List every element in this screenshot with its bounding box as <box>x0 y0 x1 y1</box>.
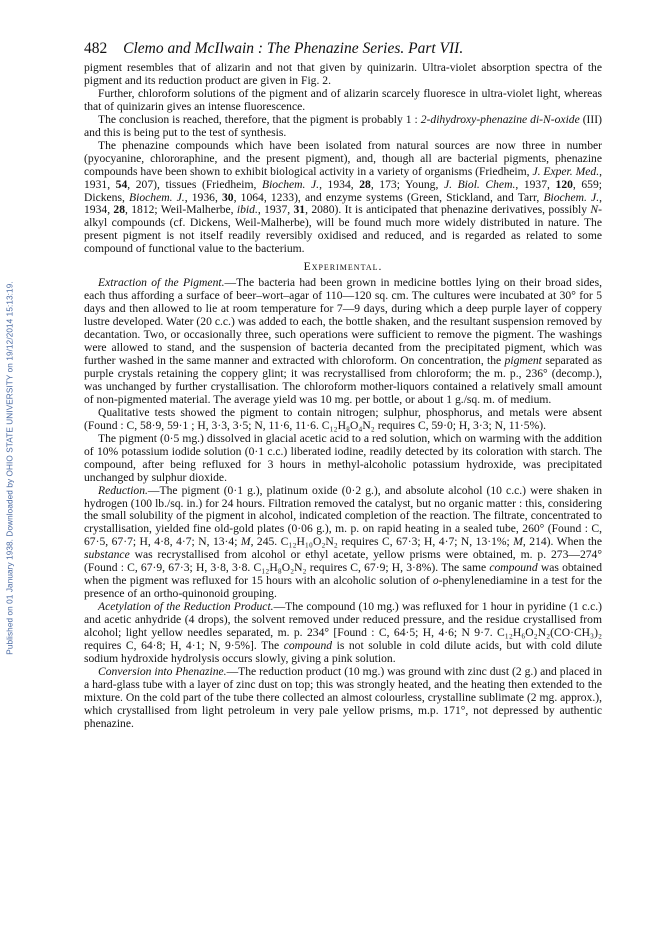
paragraph-pigment-test: The pigment (0·5 mg.) dissolved in glacial acetic acid to a red solution, which on warming with the addition of 10% potassium iodide solution (0·1 c.c.) liberated iodine, readily detected by its coloration with starch. The compound, after being refluxed for 3 hours in methyl-alcoholic potassium hydroxide, was precipitated unchanged by sulphur dioxide. <box>84 431 602 484</box>
paragraph-conversion: Conversion into Phenazine.—The reduction product (10 mg.) was ground with zinc dust (2 g.) and placed in a hard-glass tube with a layer of zinc dust on top; this was strongly heated, and the heating then extended to the mixture. On the cold part of the tube there collected an almost colourless, crystalline sublimate (2 mg. approx.), which crystallised from light petroleum in very pale yellow prisms, m.p. 171°, not depressed by authentic phenazine. <box>84 664 602 730</box>
paragraph-natural-sources: The phenazine compounds which have been isolated from natural sources are now three in number (pyocyanine, chlororaphine, and the present pigment), and, though all are bacterial pigments, phenazine compounds have been shown to exhibit biological activity in a variety of organisms (Friedheim, J. Exper. Med., 1931, 54, 207), tissues (Friedheim, Biochem. J., 1934, 28, 173; Young, J. Biol. Chem., 1937, 120, 659; Dickens, Biochem. J., 1936, 30, 1064, 1233), and enzyme systems (Green, Stickland, and Tarr, Biochem. J., 1934, 28, 1812; Weil-Malherbe, ibid., 1937, 31, 2080). It is anticipated that phenazine derivatives, possibly N-alkyl compounds (cf. Dickens, Weil-Malherbe), will be found much more widely distributed in nature. The present pigment is not itself readily reversibly oxidised and reduced, and is regarded as related to some compound of functional value to the bacterium. <box>84 138 603 256</box>
header-authors: Clemo and McIlwain : <box>123 40 264 57</box>
paragraph-continuation: pigment resembles that of alizarin and not that given by quinizarin. Ultra-violet absorption spectra of the pigment and its reduction product are given in Fig. 2. <box>84 61 602 87</box>
paper-page <box>84 40 602 731</box>
publication-note: Published on 01 January 1938. Downloaded by OHIO STATE UNIVERSITY on 19/12/2014 15:13:19. <box>5 281 15 655</box>
paragraph-extraction: Extraction of the Pigment.—The bacteria had been grown in medicine bottles lying on their broad sides, each thus affording a surface of beer–wort–agar of 110—120 sq. cm. The cultures were incubated at 30° for 5 days and then allowed to lie at room temperature for 7—9 days, during which a deep purple layer of coppery lustre developed. Water (20 c.c.) was added to each, the bottle shaken, and the resultant suspension removed by decantation. Two, or occasionally three, such operations were sufficient to remove the pigment. The washings were allowed to stand, and the suspension of bacteria decanted from the precipitated pigment, which was further washed in the same manner and extracted with chloroform. On concentration, the pigment separated as purple crystals retaining the coppery glint; it was recrystallised from chloroform; the m. p., 236° (decomp.), was unchanged by further crystallisation. The chloroform mother-liquors contained a relatively small amount of non-pigmented material. The average yield was 10 mg. per bottle, or about 1 g./sq. m. of medium. <box>84 276 602 406</box>
header-title: The Phenazine Series. <box>266 40 405 57</box>
paragraph-qualitative: Qualitative tests showed the pigment to contain nitrogen; sulphur, phosphorus, and metals were absent (Found : C, 58·9, 59·1 ; H, 3·3, 3·5; N, 11·6, 11·6. C₁₂H₈O₄N₂ requires C, 59·0; H, 3·3; N, 11·5%). <box>84 405 602 432</box>
download-watermark <box>0 0 20 936</box>
section-heading-experimental: Experimental. <box>303 260 383 274</box>
paragraph-acetylation: Acetylation of the Reduction Product.—The compound (10 mg.) was refluxed for 1 hour in pyridine (1 c.c.) and acetic anhydride (4 drops), the solvent removed under reduced pressure, and the residue crystallised from alcohol; light yellow needles separated, m. p. 234° [Found : C, 64·5; H, 4·6; N 9·7. C₁₂H₆O₂N₂(CO·CH₃)₂ requires C, 64·8; H, 4·1; N, 9·5%]. The compound is not soluble in cold dilute acids, but with cold dilute sodium hydroxide hydrolysis occurs slowly, giving a pink solution. <box>84 600 602 665</box>
running-header <box>84 40 602 62</box>
paragraph-fluorescence: Further, chloroform solutions of the pigment and of alizarin scarcely fluoresce in ultra-violet light, whereas that of quinizarin gives an intense fluorescence. <box>84 86 602 113</box>
paragraph-reduction: Reduction.—The pigment (0·1 g.), platinum oxide (0·2 g.), and absolute alcohol (10 c.c.) were shaken in hydrogen (100 lb./sq. in.) for 24 hours. Filtration removed the catalyst, but no organic matter : this, considering the small solubility of the pigment in alcohol, indicated completion of the reaction. The filtrate, concentrated to crystallisation, yielded fine old-gold plates (0·06 g.), m. p. on rapid heating in a sealed tube, 260° (Found : C, 67·5, 67·7; H, 4·8, 4·7; N, 13·4; M, 245. C₁₂H₁₀O₂N₂ requires C, 67·3; H, 4·7; N, 13·1%; M, 214). When the substance was recrystallised from alcohol or ethyl acetate, yellow prisms were obtained, m. p. 273—274° (Found : C, 67·9, 67·3; H, 3·8, 3·8. C₁₂H₈O₂N₂ requires C, 67·9; H, 3·8%). The same compound was obtained when the pigment was refluxed for 15 hours with an alcoholic solution of o-phenylenediamine in a test for the presence of an ortho-quinonoid grouping. <box>84 483 602 601</box>
page-number: 482 <box>84 40 108 57</box>
header-part: Part VII. <box>408 40 464 57</box>
paragraph-conclusion: The conclusion is reached, therefore, that the pigment is probably 1 : 2-dihydroxy-phenazine di-N-oxide (III) and this is being put to the test of synthesis. <box>84 112 603 139</box>
